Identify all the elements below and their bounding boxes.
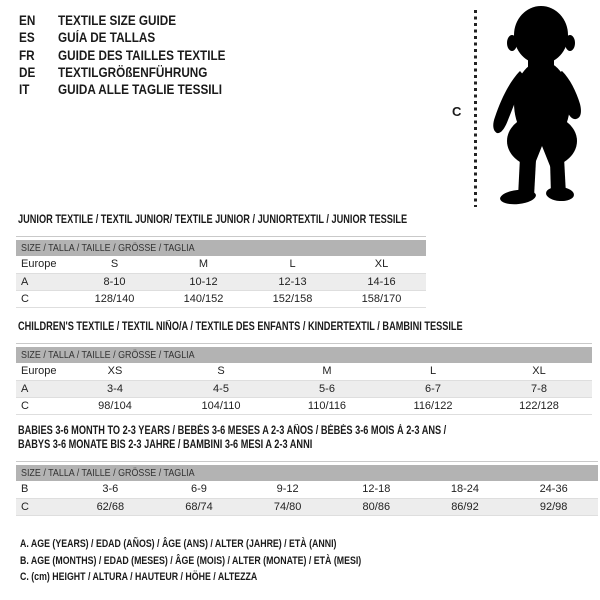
size-table — [16, 363, 592, 415]
row-label: A — [16, 380, 62, 397]
language-code-text: IT — [19, 82, 30, 98]
size-cell: 12-13 — [248, 273, 337, 290]
language-label-text: GUIDE DES TAILLES TEXTILE — [58, 47, 226, 63]
language-label-text: GUIDA ALLE TAGLIE TESSILI — [58, 82, 222, 98]
divider-rule — [16, 461, 598, 462]
language-row — [19, 29, 251, 46]
legend-line-text: C. (cm) HEIGHT / ALTURA / HAUTEUR / HÖHE / ALTEZZA — [20, 571, 258, 583]
size-cell: S — [168, 363, 274, 380]
size-cell: 8-10 — [70, 273, 159, 290]
table-row — [16, 481, 598, 498]
language-list — [19, 12, 251, 98]
table-title-line — [18, 424, 598, 438]
size-header-label: SIZE / TALLA / TAILLE / GRÖSSE / TAGLIA — [21, 467, 195, 479]
language-code — [19, 64, 58, 81]
size-cell: L — [380, 363, 486, 380]
table-row — [16, 290, 426, 307]
size-cell: 74/80 — [243, 498, 332, 515]
size-cell: 6-9 — [155, 481, 244, 498]
language-label — [58, 81, 247, 98]
babies-size-table-section — [16, 424, 598, 516]
size-cell: 3-4 — [62, 380, 168, 397]
language-code — [19, 81, 58, 98]
size-cell: 98/104 — [62, 397, 168, 414]
size-cell: 128/140 — [70, 290, 159, 307]
table-title — [18, 320, 592, 334]
size-cell: 5-6 — [274, 380, 380, 397]
size-cell: 12-18 — [332, 481, 421, 498]
row-label: C — [16, 397, 62, 414]
size-cell: 68/74 — [155, 498, 244, 515]
size-cell: 140/152 — [159, 290, 248, 307]
row-label: A — [16, 273, 70, 290]
size-cell: 86/92 — [421, 498, 510, 515]
table-title-line — [18, 320, 592, 334]
table-row — [16, 380, 592, 397]
measurement-legend — [20, 536, 447, 586]
legend-line-text: A. AGE (YEARS) / EDAD (AÑOS) / ÂGE (ANS) / ALTER (JAHRE) / ETÀ (ANNI) — [20, 538, 337, 550]
legend-line — [20, 569, 447, 586]
height-measure-label: C — [452, 104, 462, 119]
language-code — [19, 29, 58, 46]
size-cell: 152/158 — [248, 290, 337, 307]
size-table — [16, 256, 426, 308]
legend-line-text: B. AGE (MONTHS) / EDAD (MESES) / ÂGE (MOIS) / ALTER (MONATE) / ETÀ (MESI) — [20, 554, 362, 567]
size-cell: XS — [62, 363, 168, 380]
size-cell: 62/68 — [66, 498, 155, 515]
row-label: Europe — [16, 363, 62, 380]
size-cell: XL — [337, 256, 426, 273]
divider-rule — [16, 236, 426, 237]
size-header-label: SIZE / TALLA / TAILLE / GRÖSSE / TAGLIA — [21, 242, 195, 254]
toddler-silhouette-icon — [484, 5, 596, 207]
children-size-table-section — [16, 320, 592, 415]
size-cell: 158/170 — [337, 290, 426, 307]
size-header-bar — [16, 347, 592, 363]
size-cell: 116/122 — [380, 397, 486, 414]
size-cell: 6-7 — [380, 380, 486, 397]
size-cell: 4-5 — [168, 380, 274, 397]
table-title-line — [18, 438, 598, 452]
table-title — [18, 213, 426, 227]
size-header-label: SIZE / TALLA / TAILLE / GRÖSSE / TAGLIA — [21, 349, 195, 361]
size-cell: M — [159, 256, 248, 273]
language-code — [19, 12, 58, 29]
size-cell: 18-24 — [421, 481, 510, 498]
size-cell: 3-6 — [66, 481, 155, 498]
language-label — [58, 64, 230, 81]
table-title-text: BABYS 3-6 MONATE BIS 2-3 JAHRE / BAMBINI 3-6 MESI A 2-3 ANNI — [18, 439, 313, 451]
language-code — [19, 47, 58, 64]
language-label — [58, 12, 194, 29]
language-code-text: EN — [19, 13, 36, 28]
size-header-bar — [16, 465, 598, 481]
table-row — [16, 498, 598, 515]
language-label-text: GUÍA DE TALLAS — [58, 30, 156, 46]
language-row — [19, 47, 251, 64]
junior-size-table-section — [16, 213, 426, 308]
legend-line — [20, 553, 447, 570]
table-title-line — [18, 213, 426, 227]
table-title-text: BABIES 3-6 MONTH TO 2-3 YEARS / BEBÉS 3-6 MESES A 2-3 AÑOS / BÉBÉS 3-6 MOIS À 2-3 ANS / — [18, 425, 447, 437]
divider-rule — [16, 343, 592, 344]
row-label: C — [16, 290, 70, 307]
language-row — [19, 64, 251, 81]
size-header-bar — [16, 240, 426, 256]
size-cell: 14-16 — [337, 273, 426, 290]
row-label: B — [16, 481, 66, 498]
table-row — [16, 397, 592, 414]
language-label-text: TEXTILE SIZE GUIDE — [58, 13, 177, 28]
row-label: Europe — [16, 256, 70, 273]
height-measure-dashed-line — [474, 10, 477, 207]
language-label-text: TEXTILGRÖßENFÜHRUNG — [58, 64, 208, 80]
size-cell: 110/116 — [274, 397, 380, 414]
language-label — [58, 29, 170, 46]
size-cell: 80/86 — [332, 498, 421, 515]
size-cell: 24-36 — [509, 481, 598, 498]
size-table — [16, 481, 598, 516]
table-title-text: CHILDREN'S TEXTILE / TEXTIL NIÑO/A / TEXTILE DES ENFANTS / KINDERTEXTIL / BAMBINI TESSILE — [18, 321, 463, 333]
language-code-text: FR — [19, 47, 35, 63]
language-row — [19, 12, 251, 29]
size-cell: 92/98 — [509, 498, 598, 515]
size-cell: L — [248, 256, 337, 273]
size-cell: S — [70, 256, 159, 273]
table-row — [16, 273, 426, 290]
size-cell: 122/128 — [486, 397, 592, 414]
size-cell: 7-8 — [486, 380, 592, 397]
row-label: C — [16, 498, 66, 515]
table-title-text: JUNIOR TEXTILE / TEXTIL JUNIOR/ TEXTILE JUNIOR / JUNIORTEXTIL / JUNIOR TESSILE — [18, 214, 408, 226]
legend-line — [20, 536, 447, 553]
language-code-text: ES — [19, 30, 35, 46]
language-row — [19, 81, 251, 98]
size-cell: M — [274, 363, 380, 380]
size-cell: 9-12 — [243, 481, 332, 498]
table-title — [18, 424, 598, 452]
size-cell: 104/110 — [168, 397, 274, 414]
language-code-text: DE — [19, 64, 36, 80]
table-row — [16, 363, 592, 380]
size-cell: XL — [486, 363, 592, 380]
language-label — [58, 47, 251, 64]
table-row — [16, 256, 426, 273]
size-cell: 10-12 — [159, 273, 248, 290]
